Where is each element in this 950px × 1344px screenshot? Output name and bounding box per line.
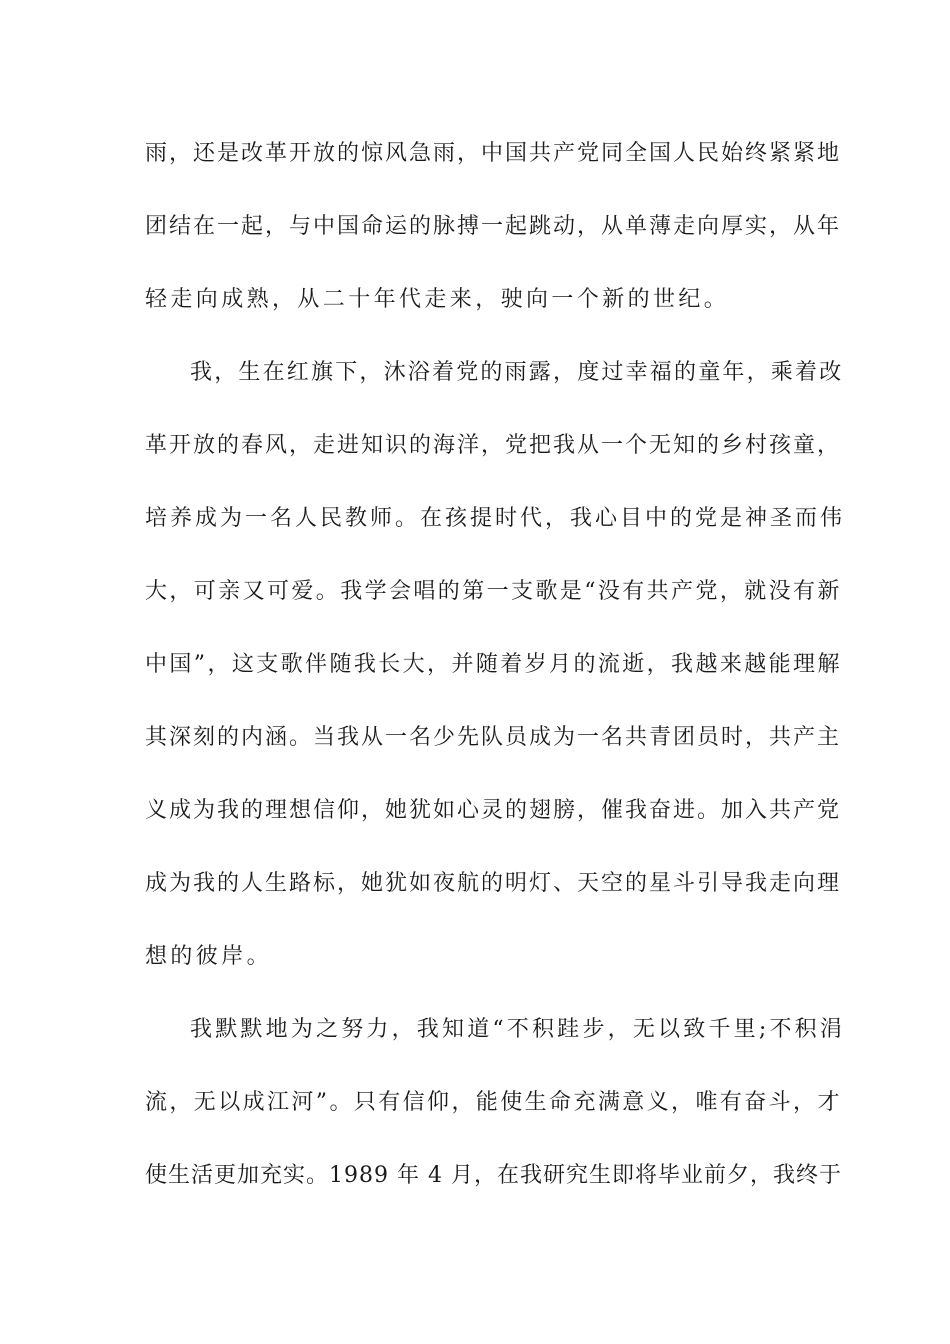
text-line-6: 培养成为一名人民教师。在孩提时代，我心目中的党是神圣而伟	[145, 506, 846, 531]
text-line-15: 使生活更加充实。1989 年 4 月，在我研究生即将毕业前夕，我终于	[145, 1163, 842, 1188]
text-line-4: 我，生在红旗下，沐浴着党的雨露，度过幸福的童年，乘着改	[190, 360, 844, 385]
text-line-2: 团结在一起，与中国命运的脉搏一起跳动，从单薄走向厚实，从年	[145, 214, 842, 239]
text-line-14: 流，无以成江河”。只有信仰，能使生命充满意义，唯有奋斗，才	[145, 1090, 842, 1115]
text-line-10: 义成为我的理想信仰，她犹如心灵的翅膀，催我奋进。加入共产党	[145, 798, 842, 823]
text-line-9: 其深刻的内涵。当我从一名少先队员成为一名共青团员时，共产主	[145, 725, 842, 750]
text-line-13: 我默默地为之努力，我知道“不积跬步，无以致千里;不积涓	[190, 1017, 846, 1042]
text-line-1: 雨，还是改革开放的惊风急雨，中国共产党同全国人民始终紧紧地	[145, 141, 842, 166]
text-line-3: 轻走向成熟，从二十年代走来，驶向一个新的世纪。	[145, 287, 730, 312]
text-line-7: 大，可亲又可爱。我学会唱的第一支歌是“没有共产党，就没有新	[145, 579, 842, 604]
text-line-5: 革开放的春风，走进知识的海洋，党把我从一个无知的乡村孩童，	[145, 433, 842, 458]
text-line-11: 成为我的人生路标，她犹如夜航的明灯、天空的星斗引导我走向理	[145, 871, 842, 896]
text-line-8: 中国”，这支歌伴随我长大，并随着岁月的流逝，我越来越能理解	[145, 652, 842, 677]
text-line-12: 想的彼岸。	[145, 944, 273, 969]
